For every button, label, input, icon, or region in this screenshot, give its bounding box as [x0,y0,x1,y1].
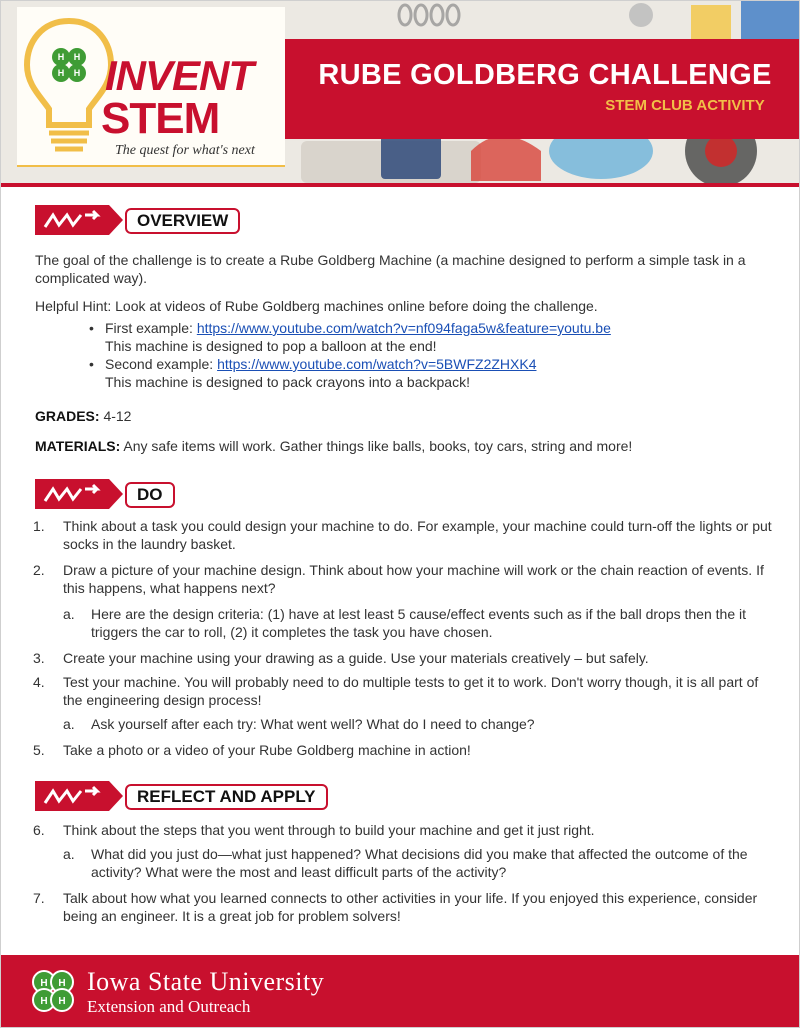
page-subtitle: STEM CLUB ACTIVITY [605,97,765,114]
step-text: Think about a task you could design your machine to do. For example, your machine could turn-off the lights or put socks in the laundry basket. [63,518,772,552]
sub-step-letter: a. [63,716,75,732]
extension-name: Extension and Outreach [87,997,251,1016]
example-label: Second example: [105,356,218,372]
svg-text:H: H [58,978,66,989]
page-title: RUBE GOLDBERG CHALLENGE [318,59,772,91]
logo-tagline: The quest for what's next [115,143,255,158]
example-list [89,319,611,391]
materials-line [35,437,775,455]
step-item [33,561,773,597]
section-header-reflect [35,779,375,813]
grades-label: GRADES: [35,408,100,424]
step-number: 2. [33,562,45,578]
svg-text:H: H [73,68,81,78]
squiggle-arrow-icon [35,203,123,237]
section-header-overview [35,203,275,237]
list-item [89,319,611,337]
example-note-2: This machine is designed to pack crayons into a backpack! [105,374,470,390]
clover-icon [27,965,79,1017]
sub-step-text: What did you just do—what just happened? What decisions did you make that affected the outcome of the activity? What were the most and least difficult parts of the activity? [91,846,748,880]
university-name: Iowa State University [87,967,325,996]
section-title-overview: OVERVIEW [125,208,240,234]
logo-stem-text: STEM [101,94,220,143]
overview-intro: The goal of the challenge is to create a Rube Goldberg Machine (a machine designed to perform a simple task in a complicated way). [35,252,746,286]
grades-value: 4-12 [99,408,132,424]
step-text: Talk about how what you learned connects to other activities in your life. If you enjoyed this experience, consider being an engineer. It is a great job for problem solvers! [63,890,758,924]
step-item [33,741,773,759]
helpful-hint: Helpful Hint: Look at videos of Rube Goldberg machines online before doing the challenge. [35,298,598,314]
example-label: First example: [105,320,197,336]
section-title-reflect: REFLECT AND APPLY [125,784,328,810]
svg-text:H: H [57,68,65,78]
svg-text:H: H [57,52,65,62]
step-number: 6. [33,822,45,838]
step-text: Think about the steps that you went through to build your machine and get it just right. [63,822,595,838]
materials-label: MATERIALS: [35,438,121,454]
step-item [33,821,773,839]
section-header-do [35,477,235,511]
step-number: 4. [33,674,45,690]
step-item [33,889,773,925]
squiggle-arrow-icon [35,477,123,511]
svg-text:H: H [40,978,48,989]
sub-step-item [63,715,773,733]
sub-step-item [63,605,773,641]
materials-value: Any safe items will work. Gather things like balls, books, toy cars, string and more! [120,438,633,454]
footer [1,955,800,1028]
svg-text:H: H [58,996,66,1007]
step-text: Take a photo or a video of your Rube Goldberg machine in action! [63,742,471,758]
header-divider [1,183,800,187]
invent-stem-logo [17,7,285,167]
step-number: 5. [33,742,45,758]
sub-step-letter: a. [63,606,75,622]
step-text: Draw a picture of your machine design. Think about how your machine will work or the chain reaction of events. If this happens, what happens next? [63,562,764,596]
sub-step-text: Here are the design criteria: (1) have at lest least 5 cause/effect events such as if the ball drops then the it triggers the car to roll, (2) it completes the task you have chosen. [91,606,746,640]
step-item [33,649,773,667]
svg-text:H: H [40,996,48,1007]
svg-text:H: H [73,52,81,62]
header [1,1,800,187]
sub-step-letter: a. [63,846,75,862]
sub-step-text: Ask yourself after each try: What went well? What do I need to change? [91,716,535,732]
step-number: 3. [33,650,45,666]
logo-invent-text: INVENT [105,52,254,99]
step-number: 7. [33,890,45,906]
squiggle-arrow-icon [35,779,123,813]
step-text: Test your machine. You will probably need to do multiple tests to get it to work. Don't worry though, it is all part of the engineering design process! [63,674,759,708]
list-item [89,355,611,373]
step-item [33,517,773,553]
example-link-2[interactable]: https://www.youtube.com/watch?v=5BWFZ2ZHXK4 [217,356,537,372]
step-number: 1. [33,518,45,534]
sub-step-item [63,845,773,881]
grades-line [35,407,775,425]
section-title-do: DO [125,482,175,508]
example-note-1: This machine is designed to pop a balloon at the end! [105,338,437,354]
example-link-1[interactable]: https://www.youtube.com/watch?v=nf094faga5w&feature=youtu.be [196,320,611,336]
step-item [33,673,773,709]
step-text: Create your machine using your drawing as a guide. Use your materials creatively – but safely. [63,650,649,666]
